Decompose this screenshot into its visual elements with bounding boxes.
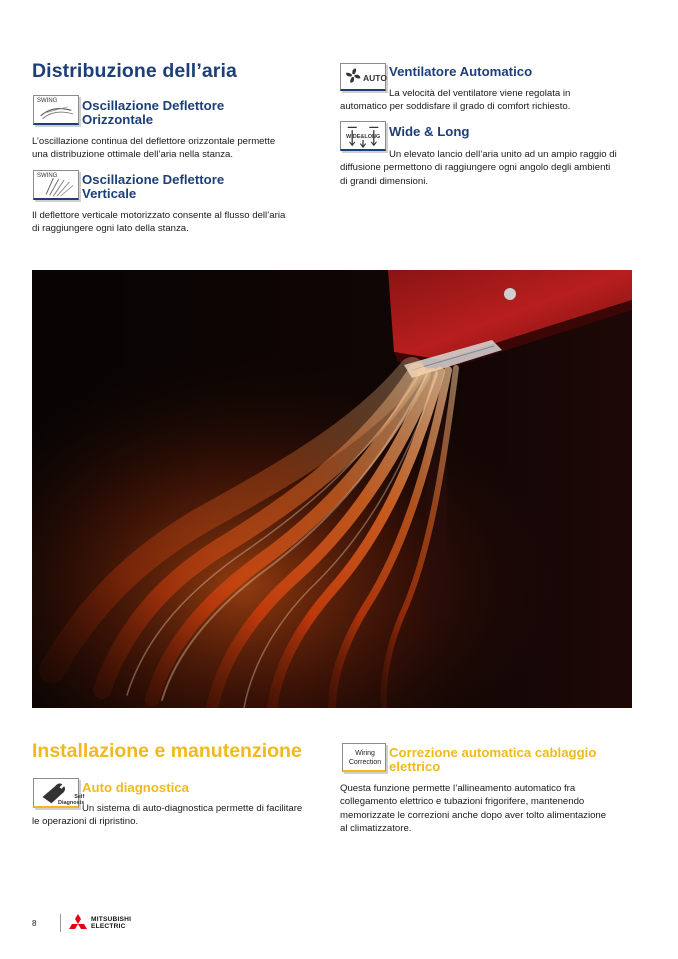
self-diagnosis-label: Self Diagnosis	[58, 794, 85, 806]
section-title-air: Distribuzione dell’aria	[32, 60, 237, 82]
section-title-install: Installazione e manutenzione	[32, 740, 302, 762]
page-number: 8	[32, 919, 37, 928]
wide-long-icon	[340, 121, 386, 151]
feature-text-wide-long: Un elevato lancio dell’aria unito ad un ampio raggio di diffusione permettono di raggiungere ogni angolo degli ambienti di grandi dimensioni.	[340, 149, 617, 187]
feature-text-wiring-correction: Questa funzione permette l’allineamento automatico fra collegamento elettrico e tubazioni frigorifere, mantenendo memorizzate le correzioni anche dopo aver tolto alimentazione al climatizzatore.	[340, 783, 607, 835]
swing-label: SWING	[37, 173, 58, 179]
swing-vertical-icon	[33, 170, 79, 200]
footer-divider	[60, 914, 61, 932]
feature-heading-auto-fan: Ventilatore Automatico	[389, 64, 533, 79]
feature-heading-vertical-swing: Oscillazione Deflettore Verticale	[82, 172, 225, 201]
three-diamonds-icon	[68, 914, 88, 932]
wiring-correction-label: Wiring Correction	[348, 750, 382, 766]
auto-label: AUTO	[363, 73, 387, 83]
feature-heading-wiring-correction: Correzione automatica cablaggio elettrico	[389, 745, 597, 774]
airflow-illustration	[32, 270, 632, 708]
wide-long-label: WIDE&LONG	[346, 134, 381, 140]
hero-airflow-image	[32, 270, 632, 708]
feature-text-self-diagnosis: Un sistema di auto-diagnostica permette di facilitare le operazioni di ripristino.	[32, 803, 303, 828]
feature-heading-horizontal-swing: Oscillazione Deflettore Orizzontale	[82, 98, 225, 127]
swing-horizontal-icon	[33, 95, 79, 125]
feature-text-vertical-swing: Il deflettore verticale motorizzato consente al flusso dell’aria di raggiungere ogni lato della stanza.	[32, 210, 286, 235]
swing-label: SWING	[37, 98, 58, 104]
brand-name: MITSUBISHI ELECTRIC	[91, 916, 132, 930]
feature-text-horizontal-swing: L’oscillazione continua del deflettore orizzontale permette una distribuzione ottimale dell’aria nella stanza.	[32, 136, 276, 161]
feature-heading-wide-long: Wide & Long	[389, 124, 470, 139]
feature-text-auto-fan: La velocità del ventilatore viene regolata in automatico per soddisfare il grado di comfort richiesto.	[340, 88, 571, 113]
wiring-correction-icon	[342, 743, 386, 772]
feature-heading-self-diagnosis: Auto diagnostica	[82, 780, 189, 795]
brand-logo	[68, 914, 138, 934]
